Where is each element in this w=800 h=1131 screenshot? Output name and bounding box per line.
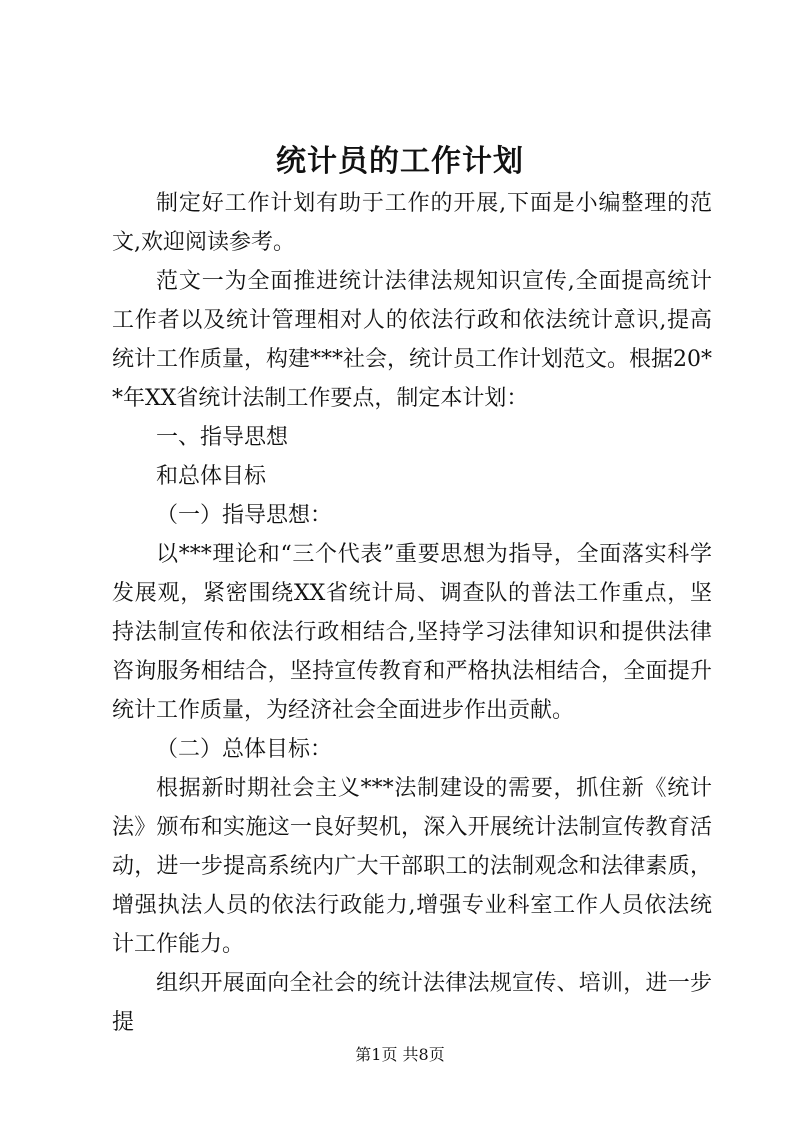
subsection-heading-overall-goals: （二）总体目标： (156, 737, 333, 762)
sample-one-paragraph: 范文一为全面推进统计法律法规知识宣传,全面提高统计工作者以及统计管理相对人的依法行政和依法统计意识,提高统计工作质量，构建***社会，统计员工作计划范文。根据20**年XX省统计法制工作要点，制定本计划： (112, 269, 712, 411)
guiding-ideology-paragraph: 以***理论和“三个代表”重要思想为指导，全面落实科学发展观，紧密围绕XX省统计局、调查队的普法工作重点，坚持法制宣传和依法行政相结合,坚持学习法律知识和提供法律咨询服务相结合，坚持宣传教育和严格执法相结合，全面提升统计工作质量，为经济社会全面进步作出贡献。 (112, 542, 712, 723)
section-heading: 一、指导思想 (156, 425, 289, 450)
page-footer: 第1页 共8页 (355, 1045, 445, 1064)
training-paragraph: 组织开展面向全社会的统计法律法规宣传、培训，进一步提 (112, 971, 712, 1035)
subsection-heading-guiding-ideology: （一）指导思想： (156, 503, 333, 528)
section-heading-continuation: 和总体目标 (156, 464, 267, 489)
document-body (112, 184, 712, 1042)
document-title: 统计员的工作计划 (276, 144, 524, 179)
overall-goals-paragraph: 根据新时期社会主义***法制建设的需要，抓住新《统计法》颁布和实施这一良好契机，深入开展统计法制宣传教育活动，进一步提高系统内广大干部职工的法制观念和法律素质，增强执法人员的依法行政能力,增强专业科室工作人员依法统计工作能力。 (112, 776, 712, 957)
intro-paragraph: 制定好工作计划有助于工作的开展,下面是小编整理的范文,欢迎阅读参考。 (112, 191, 712, 255)
